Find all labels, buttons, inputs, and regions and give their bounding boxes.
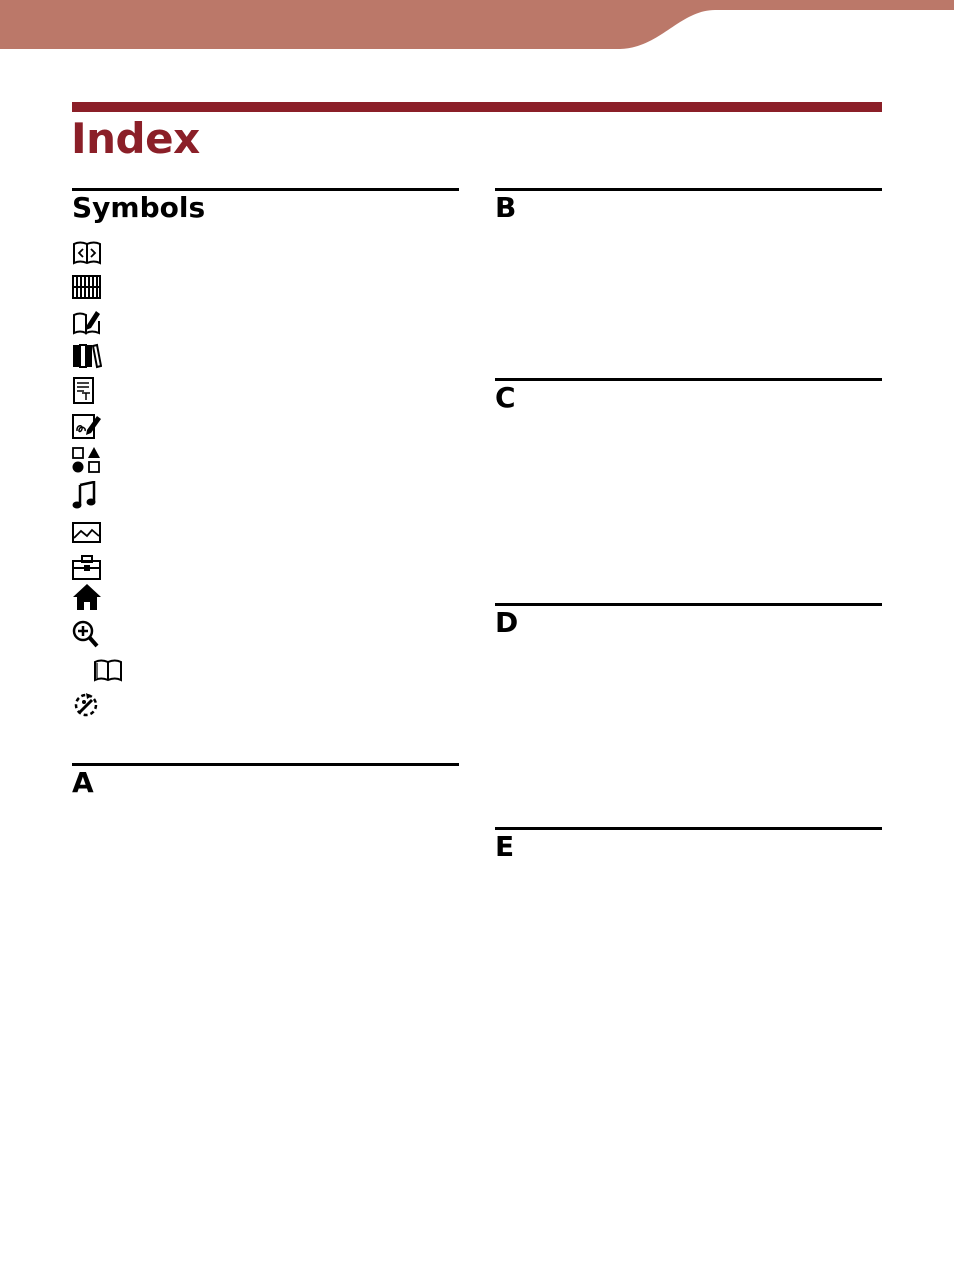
- handwriting-note-icon: [72, 412, 102, 440]
- books-collection-icon: [72, 343, 102, 369]
- rotate-icon: [72, 690, 102, 720]
- text-document-icon: [72, 377, 98, 405]
- section-d: [495, 603, 882, 640]
- page-turn-book-icon: [72, 240, 102, 266]
- section-c: [495, 378, 882, 415]
- bookshelf-icon: [72, 274, 102, 300]
- section-symbols: [72, 188, 459, 225]
- section-a: [72, 763, 459, 800]
- section-heading-d: D: [495, 606, 519, 639]
- header-band: [0, 0, 954, 52]
- picture-icon: [72, 521, 102, 545]
- home-icon: [72, 583, 102, 611]
- shapes-icon: [72, 446, 102, 474]
- section-heading-e: E: [495, 830, 515, 863]
- section-e: [495, 827, 882, 864]
- section-heading-b: B: [495, 191, 517, 224]
- section-heading-c: C: [495, 381, 516, 414]
- book-with-pen-icon: [72, 307, 102, 335]
- section-heading-a: A: [72, 766, 94, 799]
- page-title: Index: [71, 114, 200, 163]
- zoom-in-icon: [72, 620, 102, 650]
- open-book-icon: [93, 657, 123, 683]
- section-b: [495, 188, 882, 225]
- title-rule: [72, 102, 882, 112]
- section-heading-symbols: Symbols: [72, 191, 206, 224]
- music-note-icon: [72, 481, 98, 511]
- toolbox-icon: [72, 555, 102, 581]
